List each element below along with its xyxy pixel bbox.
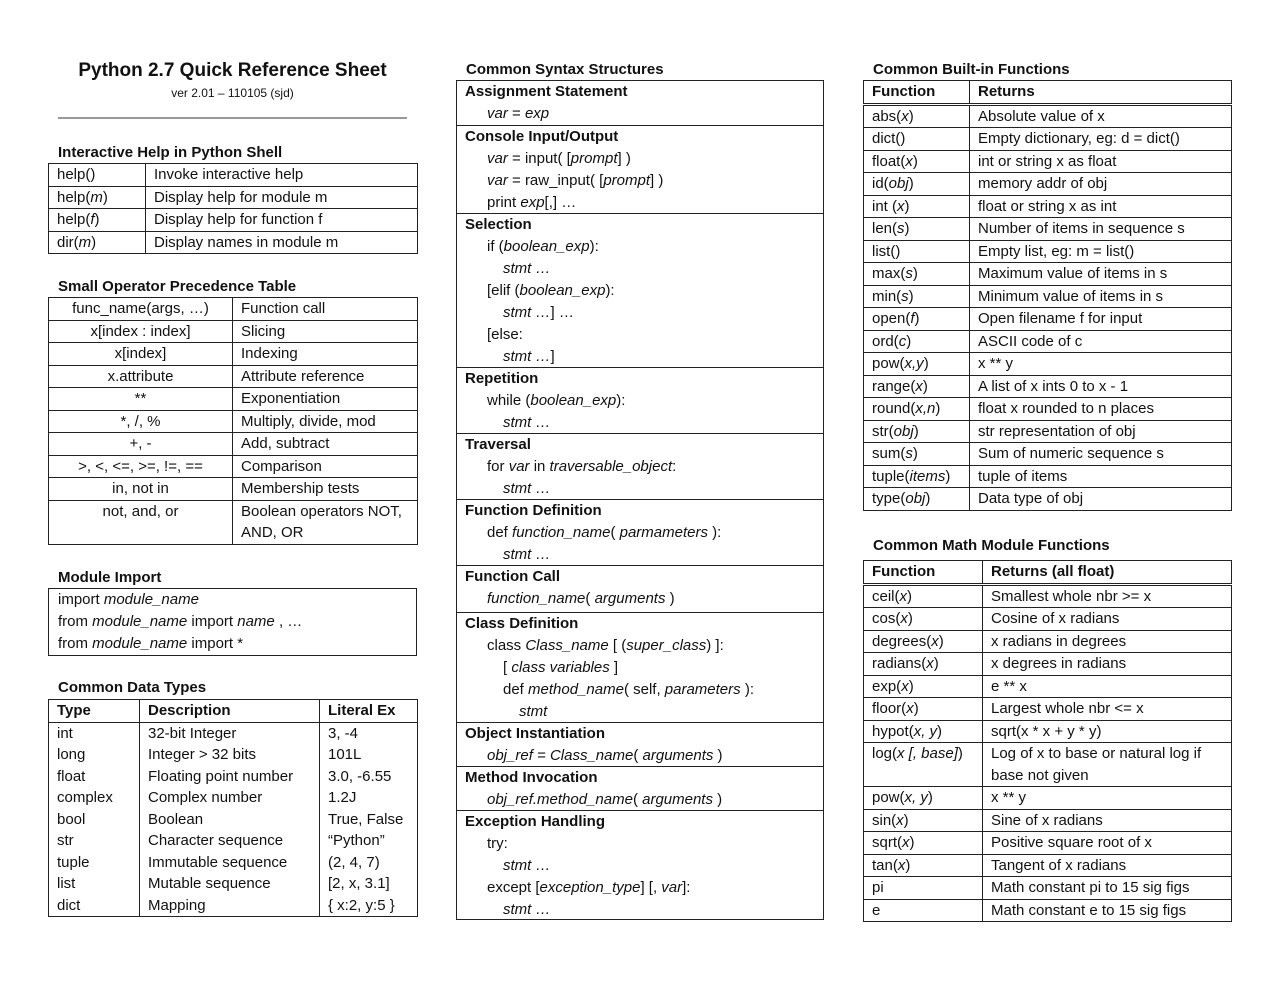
table-cell: Mapping xyxy=(140,895,320,917)
table-row xyxy=(864,398,1232,421)
table-row xyxy=(49,787,418,809)
table-cell: Maximum value of items in s xyxy=(970,263,1232,286)
argument-text: x xyxy=(915,377,923,395)
table-cell: hypot(x, y) xyxy=(864,720,983,743)
argument-text: x xyxy=(906,700,914,717)
table-row xyxy=(49,231,418,254)
table-cell: Empty dictionary, eg: d = dict() xyxy=(970,128,1232,151)
interactive-help-heading: Interactive Help in Python Shell xyxy=(58,144,283,161)
syntax-section-function-definition xyxy=(457,499,823,566)
argument-text: x xyxy=(901,107,909,125)
table-row xyxy=(864,353,1232,376)
table-row xyxy=(864,195,1232,218)
table-cell: help(m) xyxy=(49,186,146,209)
table-cell: str(obj) xyxy=(864,420,970,443)
section-title: Console Input/Output xyxy=(465,128,619,145)
argument-text: x xyxy=(926,655,934,672)
section-title: Traversal xyxy=(465,436,531,453)
col-header-function: Function xyxy=(864,561,983,585)
table-row xyxy=(49,852,418,874)
table-cell: x[index : index] xyxy=(49,320,233,343)
table-row xyxy=(864,488,1232,511)
syntax-line: function_name( arguments ) xyxy=(487,590,675,607)
table-cell: in, not in xyxy=(49,478,233,501)
table-cell: Attribute reference xyxy=(233,365,418,388)
table-cell: x radians in degrees xyxy=(983,630,1232,653)
syntax-section-object-instantiation xyxy=(457,722,823,767)
table-cell: x[index] xyxy=(49,343,233,366)
table-cell: Function call xyxy=(233,298,418,321)
table-cell: >, <, <=, >=, !=, == xyxy=(49,455,233,478)
page-title: Python 2.7 Quick Reference Sheet xyxy=(78,60,387,81)
syntax-section-method-invocation xyxy=(457,766,823,811)
table-cell: e xyxy=(864,899,983,922)
table-cell: Number of items in sequence s xyxy=(970,218,1232,241)
table-cell: Data type of obj xyxy=(970,488,1232,511)
precedence-heading: Small Operator Precedence Table xyxy=(58,278,297,295)
table-cell: Indexing xyxy=(233,343,418,366)
argument-text: x xyxy=(905,152,913,170)
table-cell: [2, x, 3.1] xyxy=(320,873,418,895)
table-cell: str xyxy=(49,830,140,852)
argument-text: x,n xyxy=(915,400,936,417)
table-cell: dict xyxy=(49,895,140,917)
syntax-line: if (boolean_exp): xyxy=(487,238,599,255)
table-cell: { x:2, y:5 } xyxy=(320,895,418,917)
syntax-line: stmt … xyxy=(503,480,551,497)
table-cell: e ** x xyxy=(983,675,1232,698)
argument-text: items xyxy=(909,467,946,485)
table-cell: Math constant pi to 15 sig figs xyxy=(983,877,1232,900)
table-row xyxy=(864,375,1232,398)
syntax-section-function-call xyxy=(457,565,823,610)
argument-text: obj xyxy=(893,422,914,440)
table-cell: int xyxy=(49,722,140,744)
table-cell: Cosine of x radians xyxy=(983,608,1232,631)
table-cell: cos(x) xyxy=(864,608,983,631)
syntax-line: while (boolean_exp): xyxy=(487,392,626,409)
table-cell: Add, subtract xyxy=(233,433,418,456)
table-cell: 32-bit Integer xyxy=(140,722,320,744)
table-row xyxy=(49,343,418,366)
table-cell: True, False xyxy=(320,809,418,831)
section-title: Object Instantiation xyxy=(465,725,606,742)
col-header-literal: Literal Ex xyxy=(320,700,418,723)
table-row xyxy=(864,263,1232,286)
table-cell: int (x) xyxy=(864,195,970,218)
table-cell: tan(x) xyxy=(864,854,983,877)
syntax-section-console-io xyxy=(457,125,823,214)
table-cell: +, - xyxy=(49,433,233,456)
argument-text: c xyxy=(898,332,907,350)
version-label: ver 2.01 – 110105 (sjd) xyxy=(171,86,294,100)
table-cell: Tangent of x radians xyxy=(983,854,1232,877)
table-cell: ceil(x) xyxy=(864,584,983,608)
table-cell: Boolean operators NOT, AND, OR xyxy=(233,500,418,544)
syntax-line: class Class_name [ (super_class) ]: xyxy=(487,637,724,654)
syntax-line: for var in traversable_object: xyxy=(487,458,677,475)
table-cell: memory addr of obj xyxy=(970,173,1232,196)
table-cell: ASCII code of c xyxy=(970,330,1232,353)
table-cell: A list of x ints 0 to x - 1 xyxy=(970,375,1232,398)
syntax-section-selection xyxy=(457,213,823,368)
argument-text: f xyxy=(910,310,915,327)
table-cell: Floating point number xyxy=(140,766,320,788)
section-title: Class Definition xyxy=(465,615,579,632)
table-cell: Empty list, eg: m = list() xyxy=(970,240,1232,263)
syntax-section-assignment xyxy=(457,81,823,125)
syntax-line: [else: xyxy=(487,326,523,343)
table-cell: Smallest whole nbr >= x xyxy=(983,584,1232,608)
syntax-line: stmt … xyxy=(503,414,551,431)
argument-text: obj xyxy=(888,175,909,192)
table-cell: 101L xyxy=(320,744,418,766)
syntax-line: var = input( [prompt] ) xyxy=(487,150,631,167)
section-title: Selection xyxy=(465,216,532,233)
syntax-line: def function_name( parmameters ): xyxy=(487,524,722,541)
table-cell: pow(x,y) xyxy=(864,353,970,376)
table-cell: Multiply, divide, mod xyxy=(233,410,418,433)
table-cell: tuple of items xyxy=(970,465,1232,488)
import-line-1: import module_name xyxy=(58,591,199,608)
table-cell: dict() xyxy=(864,128,970,151)
table-cell: not, and, or xyxy=(49,500,233,544)
builtins-table xyxy=(863,80,1232,511)
table-cell: sqrt(x * x + y * y) xyxy=(983,720,1232,743)
syntax-line: [elif (boolean_exp): xyxy=(487,282,615,299)
argument-text: x xyxy=(900,610,908,627)
table-cell: Immutable sequence xyxy=(140,852,320,874)
table-row xyxy=(864,330,1232,353)
table-row xyxy=(49,873,418,895)
section-title: Assignment Statement xyxy=(465,83,628,100)
argument-text: m xyxy=(90,188,103,206)
table-row xyxy=(864,653,1232,676)
interactive-help-table xyxy=(48,163,418,254)
import-line-3: from module_name import * xyxy=(58,635,244,652)
table-cell: Comparison xyxy=(233,455,418,478)
col-header-returns: Returns xyxy=(970,81,1232,105)
syntax-line: stmt … xyxy=(503,857,551,874)
table-cell: ord(c) xyxy=(864,330,970,353)
argument-text: s xyxy=(897,220,905,237)
table-cell: 3.0, -6.55 xyxy=(320,766,418,788)
argument-text: x xyxy=(896,811,904,829)
table-cell: Mutable sequence xyxy=(140,873,320,895)
table-row xyxy=(49,410,418,433)
table-row xyxy=(49,478,418,501)
syntax-section-class-definition xyxy=(457,612,823,723)
table-cell: Slicing xyxy=(233,320,418,343)
table-row xyxy=(864,420,1232,443)
table-cell: open(f) xyxy=(864,308,970,331)
syntax-line: except [exception_type] [, var]: xyxy=(487,879,691,896)
table-cell: Display help for function f xyxy=(146,209,418,232)
argument-text: s xyxy=(901,287,909,305)
table-cell: Boolean xyxy=(140,809,320,831)
builtins-heading: Common Built-in Functions xyxy=(873,61,1070,78)
syntax-section-traversal xyxy=(457,433,823,500)
table-row xyxy=(864,743,1232,787)
table-cell: max(s) xyxy=(864,263,970,286)
table-cell: long xyxy=(49,744,140,766)
import-line-2: from module_name import name , … xyxy=(58,613,303,630)
math-table xyxy=(863,560,1232,922)
syntax-line: stmt … xyxy=(503,260,551,277)
table-cell: complex xyxy=(49,787,140,809)
table-cell: func_name(args, …) xyxy=(49,298,233,321)
table-cell: exp(x) xyxy=(864,675,983,698)
table-cell: list() xyxy=(864,240,970,263)
argument-text: x xyxy=(899,587,908,605)
argument-text: s xyxy=(905,445,913,462)
table-cell: degrees(x) xyxy=(864,630,983,653)
table-row xyxy=(49,320,418,343)
table-cell: Display help for module m xyxy=(146,186,418,209)
table-row xyxy=(864,608,1232,631)
syntax-line: var = exp xyxy=(487,105,550,122)
table-cell: x ** y xyxy=(983,787,1232,810)
table-row xyxy=(864,150,1232,173)
table-cell: bool xyxy=(49,809,140,831)
table-row xyxy=(49,895,418,917)
table-cell: tuple(items) xyxy=(864,465,970,488)
syntax-section-exception-handling xyxy=(457,810,823,919)
table-row xyxy=(49,744,418,766)
table-cell: x degrees in radians xyxy=(983,653,1232,676)
argument-text: x xyxy=(897,197,905,215)
argument-text: m xyxy=(78,233,92,251)
table-row xyxy=(864,465,1232,488)
table-row xyxy=(864,720,1232,743)
argument-text: x xyxy=(901,677,909,695)
table-cell: float(x) xyxy=(864,150,970,173)
table-cell: dir(m) xyxy=(49,231,146,254)
table-row xyxy=(49,766,418,788)
table-row xyxy=(49,809,418,831)
table-row xyxy=(864,128,1232,151)
table-row xyxy=(864,584,1232,608)
table-cell: Sine of x radians xyxy=(983,809,1232,832)
module-import-box xyxy=(48,588,417,656)
table-cell: Sum of numeric sequence s xyxy=(970,443,1232,466)
table-cell: sin(x) xyxy=(864,809,983,832)
table-row xyxy=(864,787,1232,810)
table-cell: list xyxy=(49,873,140,895)
table-cell: Positive square root of x xyxy=(983,832,1232,855)
table-cell: id(obj) xyxy=(864,173,970,196)
table-cell: float or string x as int xyxy=(970,195,1232,218)
table-row xyxy=(49,186,418,209)
table-cell: sum(s) xyxy=(864,443,970,466)
table-row xyxy=(49,209,418,232)
table-row xyxy=(864,698,1232,721)
table-cell: Invoke interactive help xyxy=(146,164,418,187)
table-cell: Display names in module m xyxy=(146,231,418,254)
syntax-line: stmt … xyxy=(503,901,551,918)
table-row xyxy=(864,240,1232,263)
syntax-line: stmt … xyxy=(503,546,551,563)
argument-text: x, y xyxy=(913,722,938,740)
table-cell: float xyxy=(49,766,140,788)
table-row xyxy=(864,308,1232,331)
syntax-line: stmt xyxy=(519,703,548,720)
table-cell: pi xyxy=(864,877,983,900)
table-cell: int or string x as float xyxy=(970,150,1232,173)
argument-text: x xyxy=(897,856,906,874)
module-import-heading: Module Import xyxy=(58,569,162,586)
table-row xyxy=(49,388,418,411)
table-cell: Complex number xyxy=(140,787,320,809)
table-row xyxy=(864,218,1232,241)
data-types-table xyxy=(48,699,418,917)
table-cell: round(x,n) xyxy=(864,398,970,421)
table-row xyxy=(49,164,418,187)
table-cell: floor(x) xyxy=(864,698,983,721)
table-row xyxy=(864,899,1232,922)
table-row xyxy=(864,630,1232,653)
table-row xyxy=(864,285,1232,308)
table-row xyxy=(864,854,1232,877)
syntax-heading: Common Syntax Structures xyxy=(466,61,664,78)
table-cell: Minimum value of items in s xyxy=(970,285,1232,308)
table-cell: help() xyxy=(49,164,146,187)
table-cell: Largest whole nbr <= x xyxy=(983,698,1232,721)
table-cell: (2, 4, 7) xyxy=(320,852,418,874)
col-header-function: Function xyxy=(864,81,970,105)
argument-text: f xyxy=(90,211,95,228)
section-title: Repetition xyxy=(465,370,539,387)
table-row xyxy=(49,830,418,852)
table-cell: *, /, % xyxy=(49,410,233,433)
table-cell: float x rounded to n places xyxy=(970,398,1232,421)
argument-text: x,y xyxy=(904,355,924,372)
table-cell: sqrt(x) xyxy=(864,832,983,855)
section-title: Method Invocation xyxy=(465,769,598,786)
syntax-line: var = raw_input( [prompt] ) xyxy=(487,172,664,189)
table-row xyxy=(49,500,418,544)
table-cell: str representation of obj xyxy=(970,420,1232,443)
table-cell: Membership tests xyxy=(233,478,418,501)
syntax-line: [ class variables ] xyxy=(503,659,619,676)
table-cell: Exponentiation xyxy=(233,388,418,411)
table-cell: x.attribute xyxy=(49,365,233,388)
table-row xyxy=(864,877,1232,900)
col-header-returns: Returns (all float) xyxy=(983,561,1232,585)
argument-text: obj xyxy=(905,490,926,507)
table-row xyxy=(49,365,418,388)
syntax-line: obj_ref = Class_name( arguments ) xyxy=(487,747,723,764)
table-cell: radians(x) xyxy=(864,653,983,676)
table-cell: 1.2J xyxy=(320,787,418,809)
table-row xyxy=(49,433,418,456)
table-row xyxy=(49,455,418,478)
argument-text: s xyxy=(905,265,913,282)
table-row xyxy=(49,298,418,321)
argument-text: x xyxy=(931,632,939,650)
table-row xyxy=(864,173,1232,196)
syntax-line: print exp[,] … xyxy=(487,194,577,211)
table-cell: range(x) xyxy=(864,375,970,398)
table-cell: Character sequence xyxy=(140,830,320,852)
syntax-section-repetition xyxy=(457,367,823,434)
section-title: Exception Handling xyxy=(465,813,606,830)
section-title: Function Call xyxy=(465,568,560,585)
argument-text: x xyxy=(902,834,910,851)
syntax-line: obj_ref.method_name( arguments ) xyxy=(487,791,723,808)
syntax-line: stmt …] … xyxy=(503,304,574,321)
table-cell: help(f) xyxy=(49,209,146,232)
syntax-line: def method_name( self, parameters ): xyxy=(503,681,754,698)
table-cell: ** xyxy=(49,388,233,411)
table-cell: x ** y xyxy=(970,353,1232,376)
table-cell: Open filename f for input xyxy=(970,308,1232,331)
table-cell: Absolute value of x xyxy=(970,104,1232,128)
table-cell: abs(x) xyxy=(864,104,970,128)
col-header-type: Type xyxy=(49,700,140,723)
table-cell: len(s) xyxy=(864,218,970,241)
table-row xyxy=(49,722,418,744)
col-header-description: Description xyxy=(140,700,320,723)
title-divider xyxy=(58,117,407,119)
argument-text: x, y xyxy=(904,789,928,806)
math-heading: Common Math Module Functions xyxy=(873,537,1110,554)
syntax-line: try: xyxy=(487,835,508,852)
syntax-line: stmt …] xyxy=(503,348,555,365)
table-cell: Integer > 32 bits xyxy=(140,744,320,766)
table-cell: “Python” xyxy=(320,830,418,852)
table-cell: min(s) xyxy=(864,285,970,308)
table-cell: tuple xyxy=(49,852,140,874)
section-title: Function Definition xyxy=(465,502,602,519)
table-row xyxy=(864,104,1232,128)
syntax-box xyxy=(456,80,824,920)
table-cell: Math constant e to 15 sig figs xyxy=(983,899,1232,922)
table-row xyxy=(864,443,1232,466)
table-cell: pow(x, y) xyxy=(864,787,983,810)
table-row xyxy=(864,832,1232,855)
table-row xyxy=(864,809,1232,832)
table-cell: Log of x to base or natural log if base not given xyxy=(983,743,1232,787)
data-types-heading: Common Data Types xyxy=(58,679,207,696)
table-row xyxy=(864,675,1232,698)
precedence-table xyxy=(48,297,418,545)
argument-text: x [, base] xyxy=(897,745,958,762)
table-cell: log(x [, base]) xyxy=(864,743,983,787)
table-cell: type(obj) xyxy=(864,488,970,511)
table-cell: 3, -4 xyxy=(320,722,418,744)
